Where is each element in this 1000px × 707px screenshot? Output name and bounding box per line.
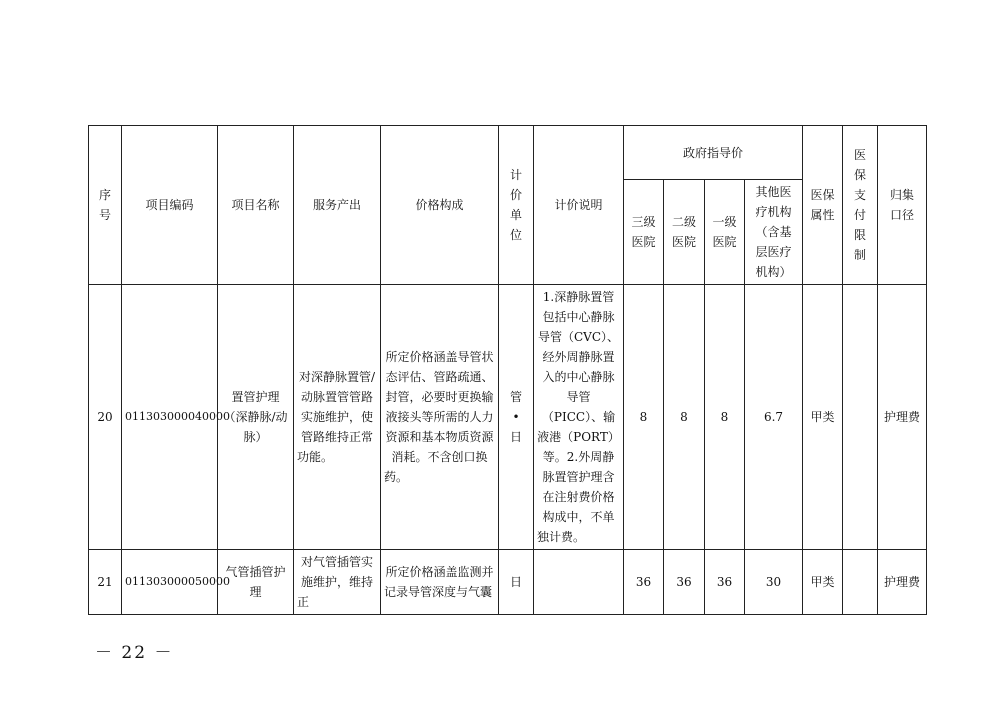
cell-seq: 20: [89, 285, 122, 550]
cell-name: 气管插管护理: [218, 550, 294, 615]
header-name: 项目名称: [218, 126, 294, 285]
cell-payment-limit: [843, 285, 878, 550]
table-row: [89, 550, 927, 615]
header-seq: [89, 126, 122, 285]
cell-tier2: 36: [664, 550, 705, 615]
cell-unit-text: 管•日: [509, 390, 522, 444]
header-tier2-text: 二级医院: [671, 215, 696, 249]
cell-unit: 日: [499, 550, 534, 615]
header-unit-text: 计价单位: [509, 168, 522, 242]
header-tier3-text: 三级医院: [631, 215, 656, 249]
header-other-text: 其他医疗机构（含基层医疗机构）: [755, 185, 792, 279]
cell-service: 对气管插管实施维护，维持正: [294, 550, 381, 615]
header-pricing-note: 计价说明: [534, 126, 624, 285]
table-row: [89, 285, 927, 550]
cell-name: 置管护理（深静脉/动脉）: [218, 285, 294, 550]
medical-price-table: [88, 125, 927, 615]
page-number: － 22 －: [95, 643, 174, 663]
header-category: [878, 126, 927, 285]
cell-other: 30: [745, 550, 803, 615]
header-category-text: 归集口径: [890, 188, 915, 222]
header-unit: [499, 126, 534, 285]
header-code: 项目编码: [122, 126, 218, 285]
cell-code: 011303000050000: [122, 550, 218, 615]
header-tier3: [624, 180, 664, 285]
cell-tier3: 36: [624, 550, 664, 615]
cell-code: 011303000040000: [122, 285, 218, 550]
cell-service: 对深静脉置管/动脉置管管路实施维护，使管路维持正常功能。: [294, 285, 381, 550]
cell-insurance: 甲类: [803, 550, 843, 615]
header-service: 服务产出: [294, 126, 381, 285]
cell-price-composition: 所定价格涵盖监测并记录导管深度与气囊: [381, 550, 499, 615]
header-payment-limit: [843, 126, 878, 285]
header-insurance: [803, 126, 843, 285]
header-insurance-text: 医保属性: [810, 188, 835, 222]
cell-tier3: 8: [624, 285, 664, 550]
cell-unit: [499, 285, 534, 550]
header-gov-price: 政府指导价: [624, 126, 803, 180]
cell-category: 护理费: [878, 550, 927, 615]
cell-price-composition: 所定价格涵盖导管状态评估、管路疏通、封管，必要时更换输液接头等所需的人力资源和基本物质资源消耗。不含创口换药。: [381, 285, 499, 550]
header-payment-limit-text: 医保支付限制: [854, 148, 867, 262]
header-other: [745, 180, 803, 285]
cell-tier2: 8: [664, 285, 705, 550]
cell-other: 6.7: [745, 285, 803, 550]
cell-tier1: 36: [705, 550, 745, 615]
cell-category: 护理费: [878, 285, 927, 550]
header-tier2: [664, 180, 705, 285]
header-seq-text: 序号: [98, 188, 111, 222]
cell-insurance: 甲类: [803, 285, 843, 550]
cell-pricing-note: [534, 550, 624, 615]
cell-payment-limit: [843, 550, 878, 615]
header-tier1-text: 一级医院: [712, 215, 737, 249]
header-price-composition: 价格构成: [381, 126, 499, 285]
cell-tier1: 8: [705, 285, 745, 550]
cell-seq: 21: [89, 550, 122, 615]
header-tier1: [705, 180, 745, 285]
cell-pricing-note: 1.深静脉置管包括中心静脉导管（CVC）、经外周静脉置入的中心静脉导管（PICC）、输液港（PORT）等。2.外周静脉置管护理含在注射费价格构成中，不单独计费。: [534, 285, 624, 550]
